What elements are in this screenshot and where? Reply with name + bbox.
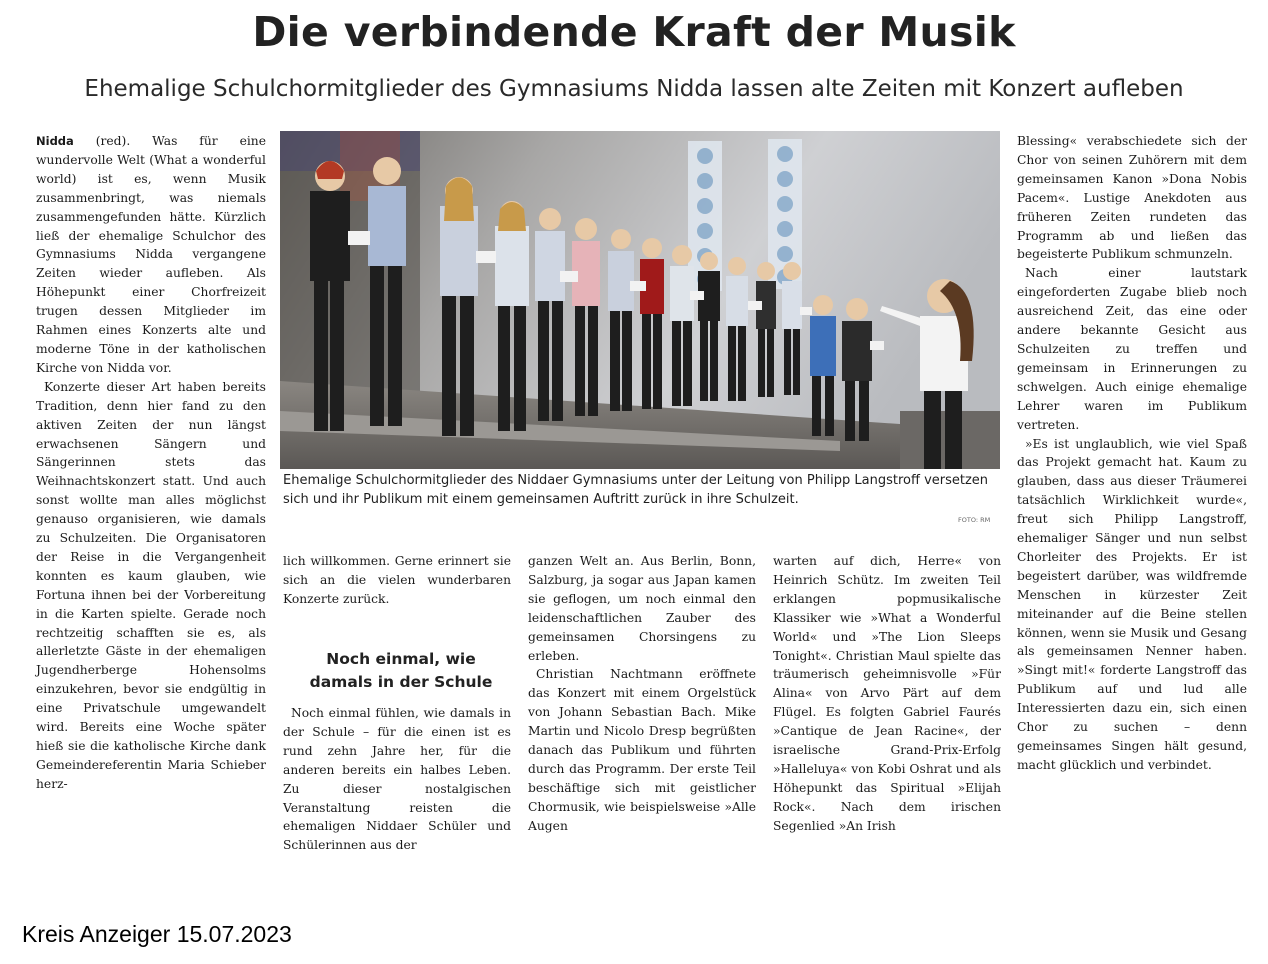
section-subheading: Noch einmal, wie damals in der Schule (309, 650, 493, 691)
subheadline: Ehemalige Schulchormitglieder des Gymnasiums Nidda lassen alte Zeiten mit Konzert aufleben (84, 76, 1184, 102)
paragraph: Noch einmal fühlen, wie damals in der Schule – für die einen ist es rund zehn Jahre her, für die anderen bereits ein halbes Leben. Zu dieser nostalgischen Veranstaltung reisten die ehemaligen Niddaer Schüler und Schülerinnen aus der (283, 706, 511, 853)
photo-credit: FOTO: RM (958, 516, 991, 524)
headline: Die verbindende Kraft der Musik (252, 8, 1016, 56)
paragraph: Konzerte dieser Art haben bereits Tradition, denn hier fand zu den aktiven Zeiten der nun längst erwachsenen Sängern und Sängerinnen stets das Weihnachtskonzert statt. Und auch sonst wollte man alles möglichst genauso organisieren, wie damals zu Schulzeiten. Die Organisatoren der Reise in die Vergangenheit konnten es kaum glauben, wie Fortuna ihnen bei der Vorbereitung in die Karten spielte. Gerade noch rechtzeitig schafften sie es, als allerletzte Gäste in der ehemaligen Jugendherberge Hohensolms einzukehren, bevor sie endgültig in eine Privatschule umgewandelt wird. Bereits eine Woche später hieß sie die katholische Kirche dank Gemeindereferentin Maria Schieber herz- (36, 379, 266, 791)
choir-photo (280, 131, 1000, 469)
paragraph: Nach einer lautstark eingeforderten Zugabe blieb noch ausreichend Zeit, das eine oder andere bekannte Gesicht aus Schulzeiten zu treffen und gemeinsam in Erinnerungen zu schwelgen. Auch einige ehemalige Lehrer waren im Publikum vertreten. (1017, 266, 1247, 432)
paragraph: warten auf dich, Herre« von Heinrich Schütz. Im zweiten Teil erklangen popmusikalische Klassiker wie »What a Wonderful World« und »The Lion Sleeps Tonight«. Christian Maul spielte das träumerisch geheimnisvolle »Für Alina« von Arvo Pärt auf dem Flügel. Es folgten Gabriel Faurés »Cantique de Jean Racine«, der israelische Grand-Prix-Erfolg »Halleluya« von Kobi Oshrat und als Höhepunkt das Spiritual »Elijah Rock«. Nach dem irischen Segenlied »An Irish (773, 554, 1002, 833)
source-footer: Kreis Anzeiger 15.07.2023 (22, 921, 292, 947)
photo-caption: Ehemalige Schulchormitglieder des Niddaer Gymnasiums unter der Leitung von Philipp Langstroff versetzen sich und ihr Publikum mit einem gemeinsamen Auftritt zurück in ihre Schulzeit. (283, 473, 989, 507)
paragraph: Blessing« verabschiedete sich der Chor von seinen Zuhörern mit dem gemeinsamen Kanon »Dona Nobis Pacem«. Lustige Anekdoten aus früheren Zeiten rundeten das Programm ab und ließen das begeisterte Publikum schmunzeln. (1017, 134, 1247, 262)
paragraph-text: (red). Was für eine wundervolle Welt (What a wonderful world) ist es, wenn Musik zusammenbringt, was niemals zusammengefunden hätte. Kürzlich ließ der ehemalige Schulchor des Gymnasiums Nidda vergangene Zeiten wieder aufleben. Als Höhepunkt einer Chorfreizeit trugen dessen Mitglieder im Rahmen eines Konzerts alte und moderne Töne in der katholischen Kirche von Nidda vor. (36, 134, 266, 375)
paragraph: ganzen Welt an. Aus Berlin, Bonn, Salzburg, ja sogar aus Japan kamen sie geflogen, um noch einmal den leidenschaftlichen Zauber des gemeinsamen Chorsingens zu erleben. (528, 554, 756, 663)
column-3 (528, 552, 756, 836)
column-5 (1017, 132, 1247, 775)
column-1 (36, 132, 266, 794)
column-2 (283, 552, 511, 609)
column-4 (773, 552, 1001, 836)
column-2-continued (283, 704, 511, 855)
paragraph: lich willkommen. Gerne erinnert sie sich an die vielen wunderbaren Konzerte zurück. (283, 554, 511, 606)
paragraph (36, 132, 266, 378)
paragraph: »Es ist unglaublich, wie viel Spaß das Projekt gemacht hat. Kaum zu glauben, dass aus dieser Träumerei tatsächlich Wirklichkeit wurde«, freut sich Philipp Langstroff, ehemaliger Sänger und nun selbst Chorleiter des Projekts. Er ist begeistert darüber, was wildfremde Menschen in kürzester Zeit miteinander auf die Beine stellen können, wenn sie Musik und Gesang als gemeinsamen Nenner haben. »Singt mit!« forderte Langstroff das Publikum auf und lud alle Interessierten dazu ein, sich einen Chor zu suchen – denn gemeinsames Singen hält gesund, macht glücklich und verbindet. (1017, 436, 1247, 772)
dateline: Nidda (36, 134, 74, 148)
paragraph: Christian Nachtmann eröffnete das Konzert mit einem Orgelstück von Johann Sebastian Bach. Mike Martin und Nicolo Dresp begrüßten danach das Publikum und führten durch das Programm. Der erste Teil beschäftige sich mit geistlicher Chormusik, wie beispielsweise »Alle Augen (528, 667, 756, 833)
